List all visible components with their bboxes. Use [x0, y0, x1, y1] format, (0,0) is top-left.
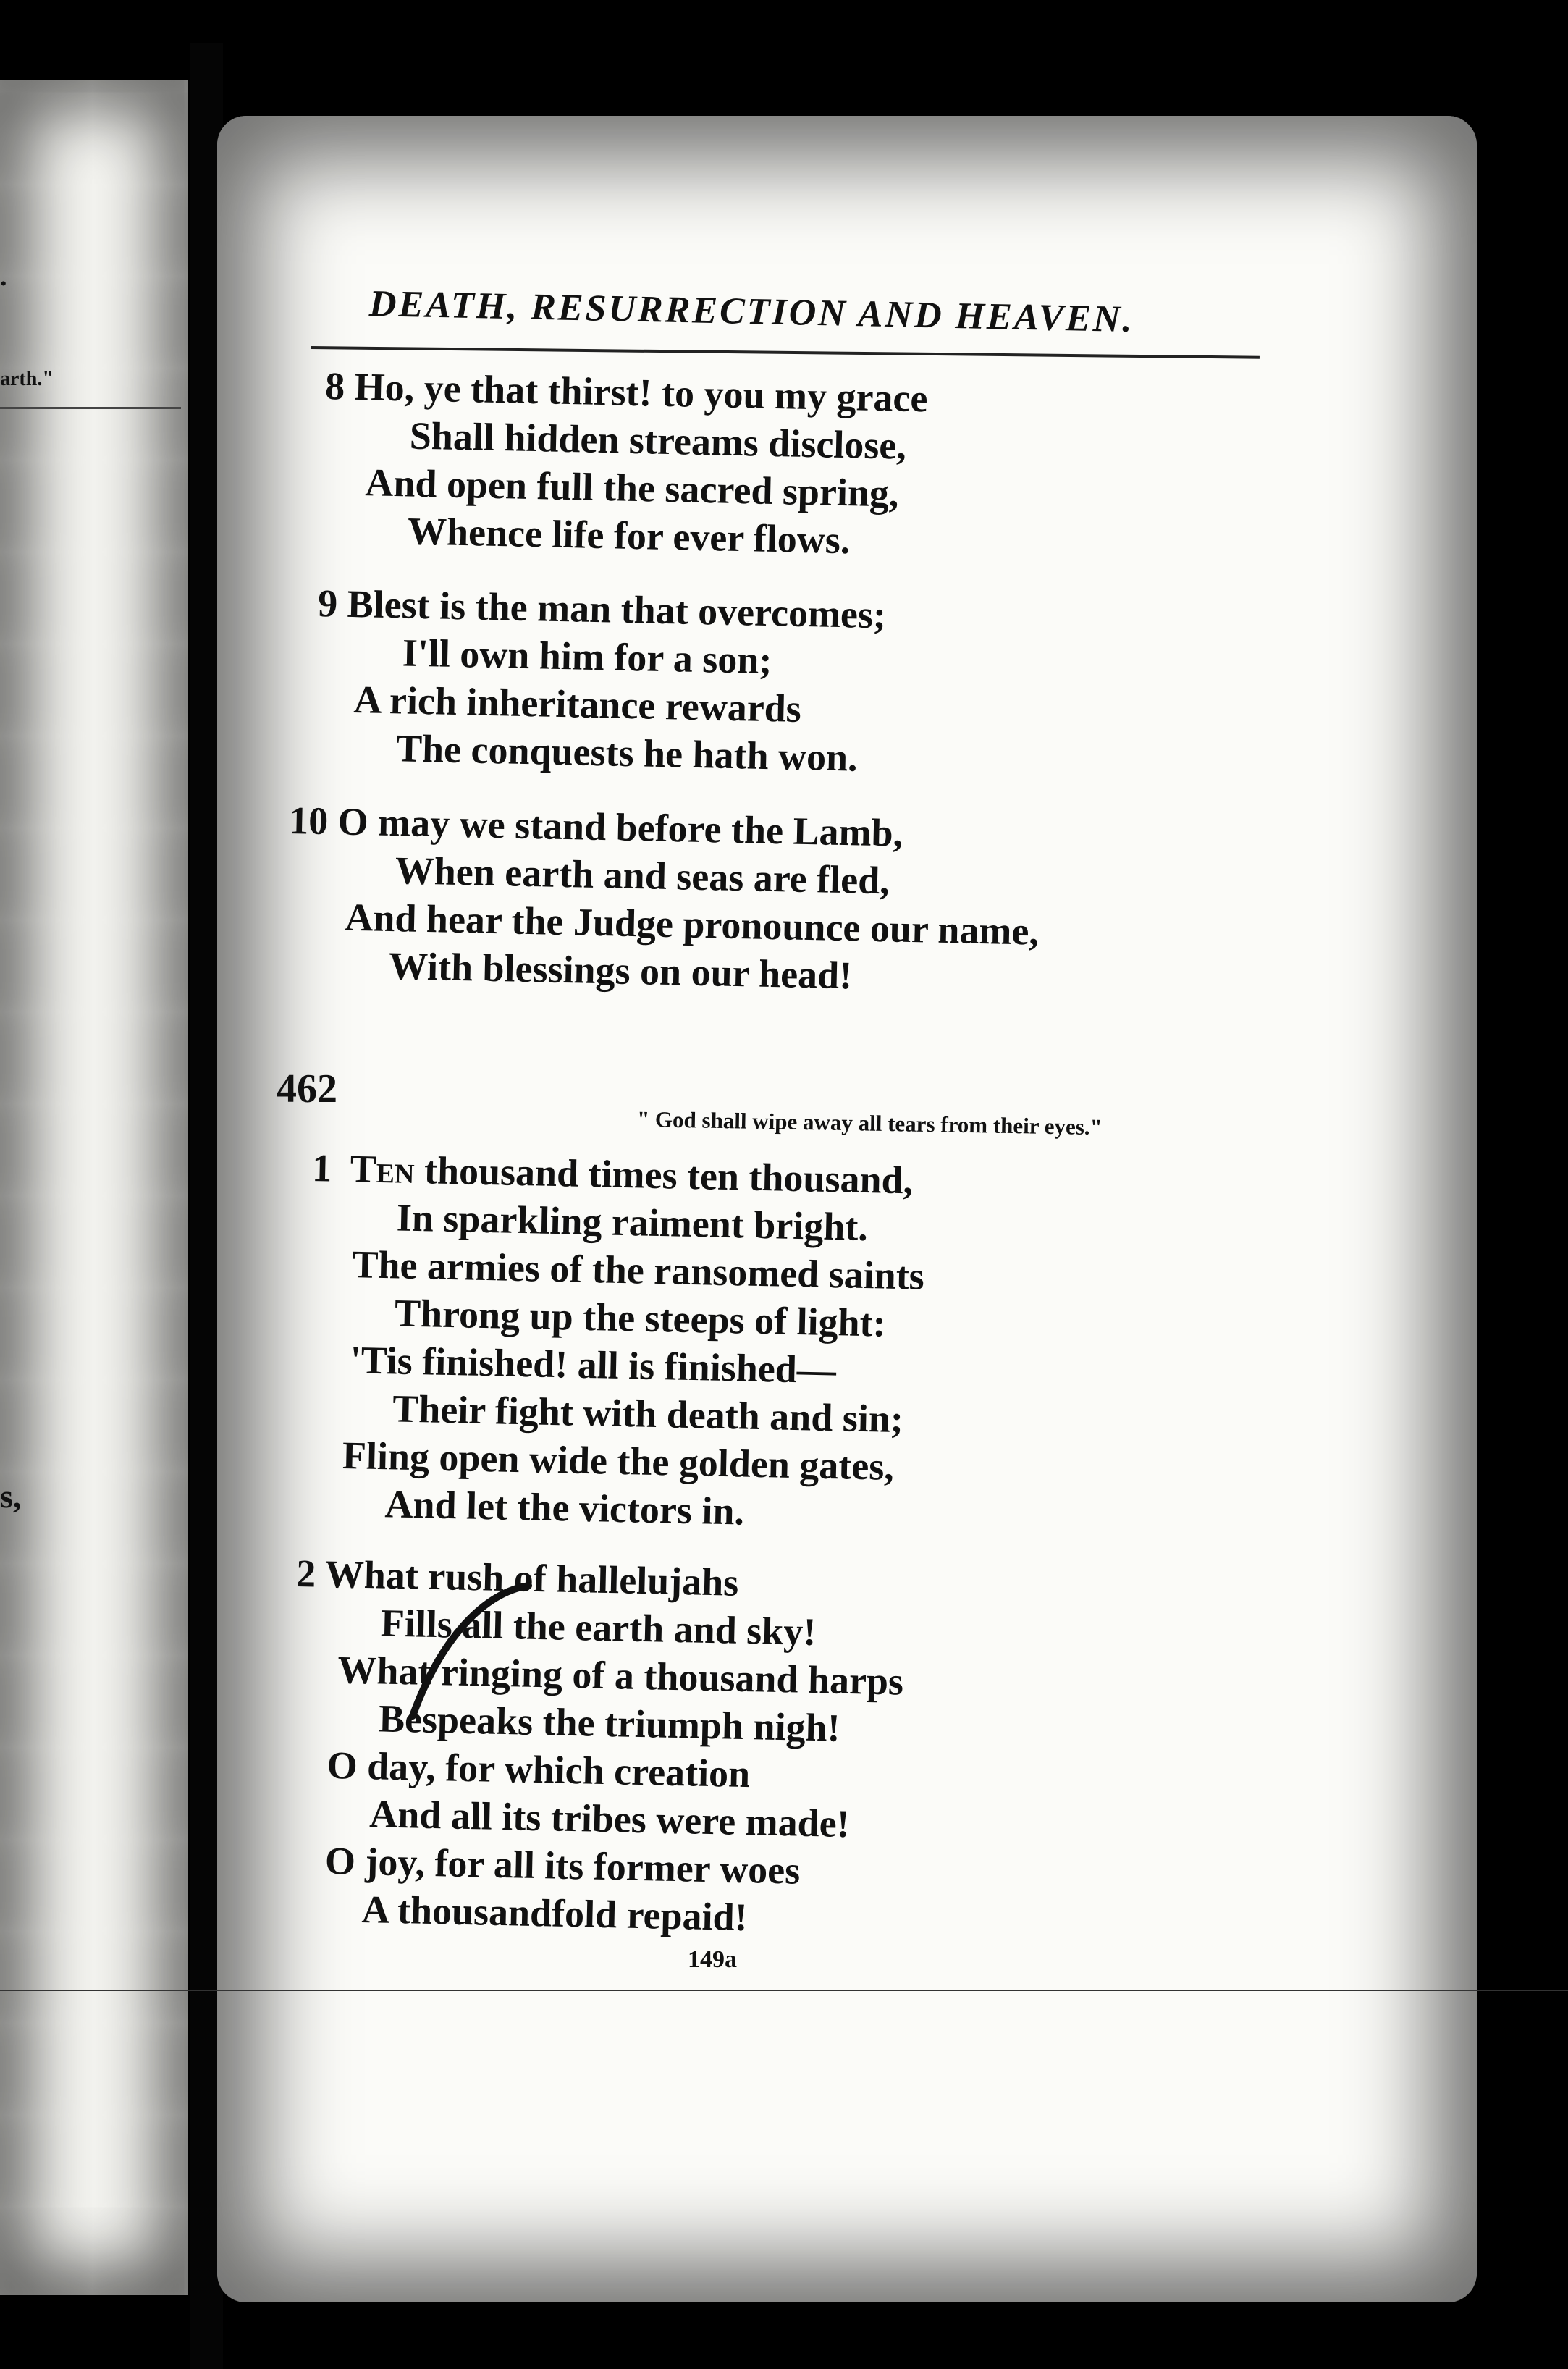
verse-line: When earth and seas are fled,: [395, 849, 890, 903]
verse-line: With blessings on our head!: [388, 943, 853, 998]
verse-line: A thousandfold repaid!: [361, 1887, 749, 1940]
hymn-number: 462: [277, 1066, 337, 1111]
verse-text: thousand times ten thousand,: [413, 1148, 914, 1203]
verse-line: And hear the Judge pronounce our name,: [344, 895, 1040, 954]
verse-line: Throng up the steeps of light:: [394, 1291, 887, 1345]
left-page-rule: [0, 407, 181, 409]
left-page-epigraph-fragment: arth.": [0, 368, 54, 390]
verse-line: In sparkling raiment bright.: [396, 1195, 869, 1250]
verse-text: O may we stand before the Lamb,: [337, 799, 903, 855]
verse-line: And let the victors in.: [384, 1482, 745, 1533]
verse-text: Ho, ye that thirst! to you my grace: [354, 364, 929, 421]
verse-line: And all its tribes were made!: [368, 1792, 851, 1846]
verse-number: 9: [317, 581, 338, 626]
verse-line: Fling open wide the golden gates,: [342, 1433, 895, 1489]
left-page-line-fragment: s,: [0, 1478, 22, 1515]
verse-line: The armies of the ransomed saints: [351, 1242, 925, 1298]
verse-number: 10: [288, 798, 329, 843]
bottom-rule: [0, 1990, 1568, 1991]
verse-text: Blest is the man that overcomes;: [347, 581, 887, 637]
verse-line: What ringing of a thousand harps: [337, 1648, 904, 1704]
verse-line: Their fight with death and sin;: [392, 1387, 904, 1442]
verse-line: O joy, for all its former woes: [324, 1838, 801, 1893]
verse-text: What rush of hallelujahs: [324, 1552, 739, 1604]
running-head: DEATH, RESURRECTION AND HEAVEN.: [368, 283, 1135, 341]
verse-line: O day, for which creation: [326, 1743, 751, 1796]
verse-8: [321, 362, 928, 565]
verse-first-word: Ten: [350, 1147, 416, 1192]
left-page-heading-fragment: .: [0, 261, 7, 292]
page-number: 149a: [688, 1946, 737, 1973]
hymn-462-verse-2: [289, 1549, 906, 1945]
verse-line: And open full the sacred spring,: [364, 460, 900, 516]
verse-line: Bespeaks the triumph nigh!: [378, 1696, 841, 1750]
verse-line: I'll own him for a son;: [402, 631, 772, 683]
verse-number: 8: [324, 363, 345, 408]
verse-line: Shall hidden streams disclose,: [409, 413, 907, 468]
verse-line: A rich inheritance rewards: [353, 678, 802, 731]
hymn-462-verse-1: [305, 1144, 927, 1539]
ink-mark: [398, 1571, 543, 1730]
verse-9: [314, 579, 886, 782]
verse-line: 'Tis finished! all is finished—: [350, 1338, 837, 1392]
verse-number: 2: [295, 1551, 316, 1596]
verse-line: Whence life for ever flows.: [407, 509, 851, 563]
verse-line: Fills all the earth and sky!: [380, 1601, 817, 1654]
left-page-fragment: [0, 80, 188, 2295]
verse-10: [285, 796, 1041, 1003]
hymn-epigraph: " God shall wipe away all tears from their eyes.": [636, 1106, 1103, 1140]
verse-line: The conquests he hath won.: [395, 726, 859, 780]
verse-number: 1: [311, 1145, 332, 1190]
